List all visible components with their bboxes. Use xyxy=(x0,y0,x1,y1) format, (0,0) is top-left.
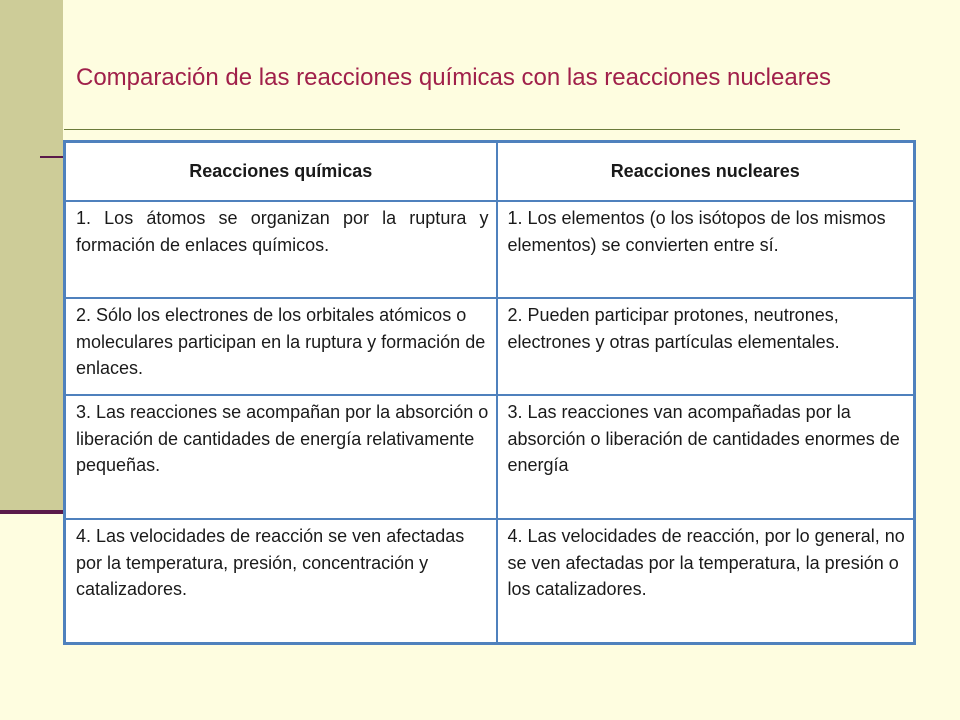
table-row xyxy=(65,298,915,395)
table-row xyxy=(65,395,915,519)
table-header-row xyxy=(65,142,915,202)
table-row xyxy=(65,519,915,644)
header-nuclear: Reacciones nucleares xyxy=(497,142,915,202)
title-rule xyxy=(64,129,900,130)
header-chemical: Reacciones químicas xyxy=(65,142,497,202)
cell-nuclear: 1. Los elementos (o los isótopos de los mismos elementos) se convierten entre sí. xyxy=(497,201,915,298)
cell-nuclear: 3. Las reacciones van acompañadas por la absorción o liberación de cantidades enormes de energía xyxy=(497,395,915,519)
cell-chemical: 3. Las reacciones se acompañan por la absorción o liberación de cantidades de energía relativamente pequeñas. xyxy=(65,395,497,519)
slide-title: Comparación de las reacciones químicas con las reacciones nucleares xyxy=(76,64,832,91)
comparison-table xyxy=(63,140,916,645)
cell-nuclear: 4. Las velocidades de reacción, por lo general, no se ven afectadas por la temperatura, la presión o los catalizadores. xyxy=(497,519,915,644)
cell-chemical: 1. Los átomos se organizan por la ruptura y formación de enlaces químicos. xyxy=(65,201,497,298)
accent-line xyxy=(40,156,64,158)
cell-nuclear: 2. Pueden participar protones, neutrones, electrones y otras partículas elementales. xyxy=(497,298,915,395)
table-row xyxy=(65,201,915,298)
cell-chemical: 2. Sólo los electrones de los orbitales atómicos o moleculares participan en la ruptura y formación de enlaces. xyxy=(65,298,497,395)
cell-chemical: 4. Las velocidades de reacción se ven afectadas por la temperatura, presión, concentración y catalizadores. xyxy=(65,519,497,644)
side-decor-bar xyxy=(0,0,63,510)
